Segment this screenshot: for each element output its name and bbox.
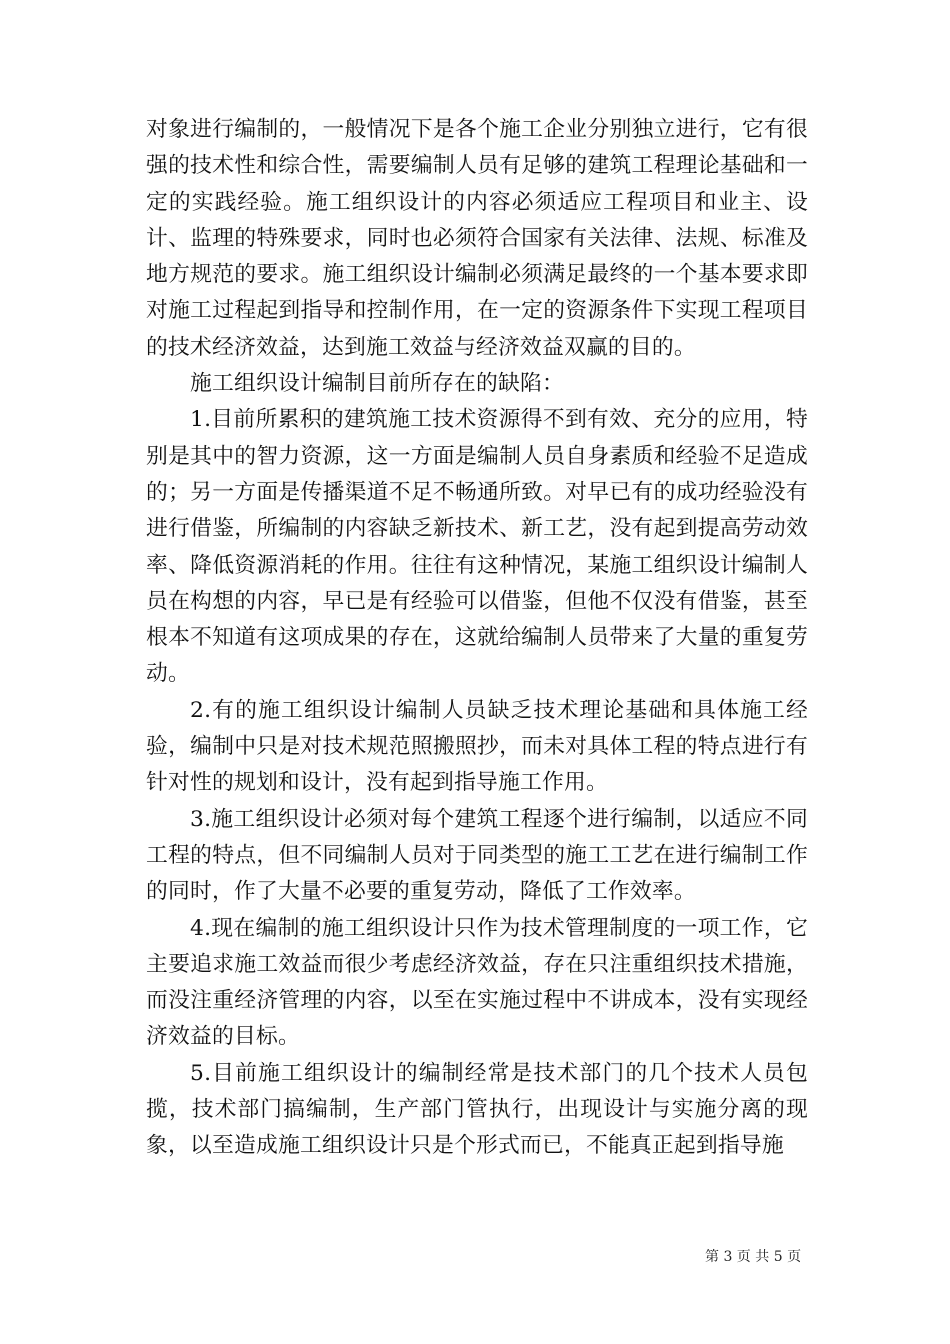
paragraph-continuation: 对象进行编制的，一般情况下是各个施工企业分别独立进行，它有很强的技术性和综合性，需要编制人员有足够的建筑工程理论基础和一定的实践经验。施工组织设计的内容必须适应工程项目和业主、设计、监理的特殊要求，同时也必须符合国家有关法律、法规、标准及地方规范的要求。施工组织设计编制必须满足最终的一个基本要求即对施工过程起到指导和控制作用，在一定的资源条件下实现工程项目的技术经济效益，达到施工效益与经济效益双赢的目的。 [146,117,808,360]
paragraph-item-1: 1.目前所累积的建筑施工技术资源得不到有效、充分的应用，特别是其中的智力资源，这一方面是编制人员自身素质和经验不足造成的；另一方面是传播渠道不足不畅通所致。对早已有的成功经验没有进行借鉴，所编制的内容缺乏新技术、新工艺，没有起到提高劳动效率、降低资源消耗的作用。往往有这种情况，某施工组织设计编制人员在构想的内容，早已是有经验可以借鉴，但他不仅没有借鉴，甚至根本不知道有这项成果的存在，这就给编制人员带来了大量的重复劳动。 [146,407,808,687]
paragraph-section-intro: 施工组织设计编制目前所存在的缺陷： [190,371,564,397]
page-number-footer: 第 3 页 共 5 页 [705,1249,802,1265]
paragraph-item-4: 4.现在编制的施工组织设计只作为技术管理制度的一项工作，它主要追求施工效益而很少考虑经济效益，存在只注重组织技术措施，而没注重经济管理的内容，以至在实施过程中不讲成本，没有实现经济效益的目标。 [146,915,808,1050]
paragraph-item-2: 2.有的施工组织设计编制人员缺乏技术理论基础和具体施工经验，编制中只是对技术规范照搬照抄，而未对具体工程的特点进行有针对性的规划和设计，没有起到指导施工作用。 [146,697,808,796]
paragraph-item-3: 3.施工组织设计必须对每个建筑工程逐个进行编制，以适应不同工程的特点，但不同编制人员对于同类型的施工工艺在进行编制工作的同时，作了大量不必要的重复劳动，降低了工作效率。 [146,806,808,905]
paragraph-item-5: 5.目前施工组织设计的编制经常是技术部门的几个技术人员包揽，技术部门搞编制，生产部门管执行，出现设计与实施分离的现象，以至造成施工组织设计只是个形式而已，不能真正起到指导施 [146,1060,808,1159]
document-body [146,112,808,1165]
